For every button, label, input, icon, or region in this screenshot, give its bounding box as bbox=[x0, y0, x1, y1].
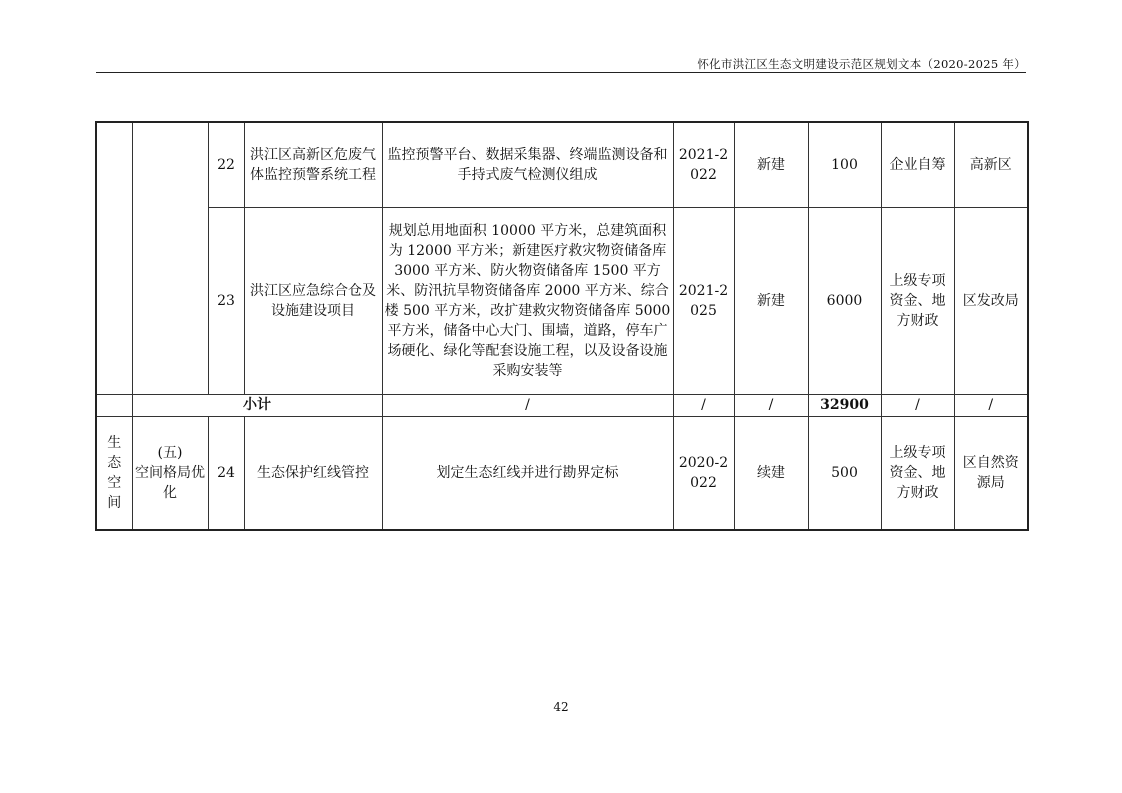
project-content: 监控预警平台、数据采集器、终端监测设备和手持式废气检测仪组成 bbox=[382, 122, 673, 208]
project-name: 洪江区应急综合仓及设施建设项目 bbox=[244, 208, 382, 395]
category-label: 生态空间 bbox=[107, 435, 122, 511]
project-table bbox=[95, 121, 1029, 531]
investment-amount: 500 bbox=[808, 417, 881, 531]
subcategory-cell bbox=[132, 417, 208, 531]
project-period: 2021-2022 bbox=[673, 122, 734, 208]
category-cell-empty bbox=[96, 122, 132, 395]
project-period: 2020-2022 bbox=[673, 417, 734, 531]
project-period: 2021-2025 bbox=[673, 208, 734, 395]
project-content: 规划总用地面积 10000 平方米，总建筑面积为 12000 平方米；新建医疗救灾物资储备库 3000 平方米、防火物资储备库 1500 平方米、防汛抗旱物资储备库 2000 平方米、综合楼 500 平方米，改扩建救灾物资储备库 5000 平方米，储备中心大门、围墙，道路，停车广场硬化、绿化等配套设施工程，以及设备设施采购安装等 bbox=[382, 208, 673, 395]
subtotal-unit: / bbox=[954, 395, 1028, 417]
subcategory-cell-empty bbox=[132, 122, 208, 395]
subtotal-type: / bbox=[734, 395, 808, 417]
subtotal-investment: 32900 bbox=[808, 395, 881, 417]
subtotal-funding: / bbox=[881, 395, 954, 417]
subtotal-content: / bbox=[382, 395, 673, 417]
project-name: 洪江区高新区危废气体监控预警系统工程 bbox=[244, 122, 382, 208]
subtotal-empty-cell bbox=[96, 395, 132, 417]
project-number: 22 bbox=[208, 122, 244, 208]
construction-type: 续建 bbox=[734, 417, 808, 531]
header-divider bbox=[96, 72, 1026, 73]
table-row bbox=[96, 417, 1028, 531]
funding-source: 上级专项资金、地方财政 bbox=[881, 208, 954, 395]
page-number: 42 bbox=[553, 700, 569, 714]
responsible-unit: 区自然资源局 bbox=[954, 417, 1028, 531]
table-row bbox=[96, 122, 1028, 208]
subtotal-period: / bbox=[673, 395, 734, 417]
project-number: 24 bbox=[208, 417, 244, 531]
subcategory-number: (五) bbox=[157, 445, 183, 461]
project-content: 划定生态红线并进行勘界定标 bbox=[382, 417, 673, 531]
category-cell bbox=[96, 417, 132, 531]
project-name: 生态保护红线管控 bbox=[244, 417, 382, 531]
construction-type: 新建 bbox=[734, 208, 808, 395]
responsible-unit: 高新区 bbox=[954, 122, 1028, 208]
funding-source: 上级专项资金、地方财政 bbox=[881, 417, 954, 531]
subtotal-row bbox=[96, 395, 1028, 417]
responsible-unit: 区发改局 bbox=[954, 208, 1028, 395]
subcategory-label: 空间格局优化 bbox=[135, 465, 205, 501]
table-row bbox=[96, 208, 1028, 395]
subtotal-label: 小计 bbox=[132, 395, 382, 417]
construction-type: 新建 bbox=[734, 122, 808, 208]
investment-amount: 6000 bbox=[808, 208, 881, 395]
investment-amount: 100 bbox=[808, 122, 881, 208]
funding-source: 企业自筹 bbox=[881, 122, 954, 208]
project-number: 23 bbox=[208, 208, 244, 395]
document-header-title: 怀化市洪江区生态文明建设示范区规划文本（2020-2025 年） bbox=[697, 57, 1026, 71]
